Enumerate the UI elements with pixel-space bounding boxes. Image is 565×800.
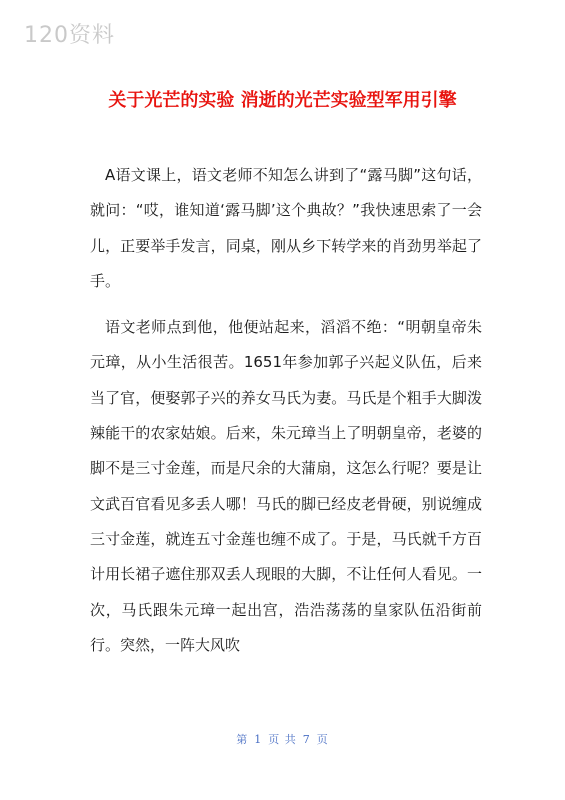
footer-suffix: 页 xyxy=(316,733,329,746)
footer-prefix: 第 xyxy=(236,733,249,746)
document-body xyxy=(90,158,482,674)
page-footer xyxy=(0,731,565,747)
footer-middle: 页 共 xyxy=(268,733,297,746)
paragraph-2: 语文老师点到他，他便站起来，滔滔不绝：“明朝皇帝朱元璋，从小生活很苦。1651年参加郭子兴起义队伍，后来当了官，便娶郭子兴的养女马氏为妻。马氏是个粗手大脚泼辣能干的农家姑娘。后来，朱元璋当上了明朝皇帝，老婆的脚不是三寸金莲，而是尺余的大蒲扇，这怎么行呢？要是让文武百官看见多丢人哪！马氏的脚已经皮老骨硬，别说缠成三寸金莲，就连五寸金莲也缠不成了。于是，马氏就千方百计用长裙子遮住那双丢人现眼的大脚，不让任何人看见。一次，马氏跟朱元璋一起出宫，浩浩荡荡的皇家队伍沿街前行。突然，一阵大风吹 xyxy=(90,318,482,654)
watermark: 120资料 xyxy=(24,23,115,48)
document-title: 关于光芒的实验 消逝的光芒实验型军用引擎 xyxy=(108,90,457,111)
footer-total-pages: 7 xyxy=(302,733,311,746)
footer-page-number: 1 xyxy=(254,733,263,746)
paragraph-1: A语文课上，语文老师不知怎么讲到了“露马脚”这句话，就问：“哎，谁知道‘露马脚’这个典故？”我快速思索了一会儿，正要举手发言，同桌，刚从乡下转学来的肖劲男举起了手。 xyxy=(90,166,482,290)
